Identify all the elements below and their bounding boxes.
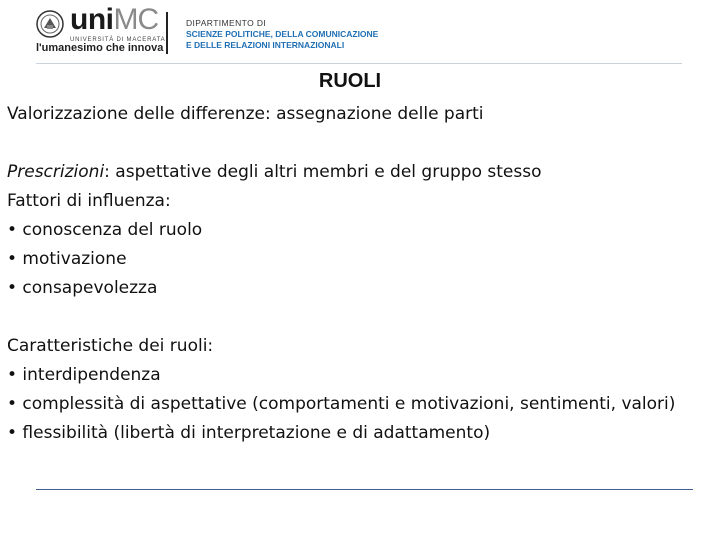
list-item: • consapevolezza <box>7 278 158 298</box>
footer-rule <box>36 489 693 490</box>
list-item: • flessibilità (libertà di interpretazione e di adattamento) <box>7 423 491 443</box>
intro-line: Valorizzazione delle differenze: assegnazione delle parti <box>7 104 484 124</box>
header <box>0 0 720 64</box>
prescrizioni-text: : aspettative degli altri membri e del gruppo stesso <box>104 162 542 182</box>
list-item: • motivazione <box>7 249 127 269</box>
header-divider <box>166 12 168 54</box>
brand-logo <box>70 5 158 35</box>
tagline: l'umanesimo che innova <box>36 42 164 54</box>
department-line-3: E DELLE RELAZIONI INTERNAZIONALI <box>186 40 345 50</box>
list-item: • conoscenza del ruolo <box>7 220 203 240</box>
university-seal-icon <box>36 10 64 38</box>
slide-body <box>7 100 707 448</box>
university-name: UNIVERSITÀ DI MACERATA <box>70 37 166 43</box>
list-item: • interdipendenza <box>7 365 161 385</box>
brand-mc: MC <box>113 3 159 36</box>
department-line-2: SCIENZE POLITICHE, DELLA COMUNICAZIONE <box>186 29 379 39</box>
list-item: • complessità di aspettative (comportamenti e motivazioni, sentimenti, valori) <box>7 394 676 414</box>
prescrizioni-label: Prescrizioni <box>7 162 105 182</box>
header-rule <box>36 63 682 64</box>
department-line-1: DIPARTIMENTO DI <box>186 18 267 28</box>
slide-title: RUOLI <box>318 70 382 92</box>
caratteristiche-heading: Caratteristiche dei ruoli: <box>7 336 214 356</box>
department-block <box>186 18 378 51</box>
fattori-heading: Fattori di influenza: <box>7 191 171 211</box>
prescrizioni-line <box>7 158 707 187</box>
brand-uni: uni <box>70 3 114 36</box>
